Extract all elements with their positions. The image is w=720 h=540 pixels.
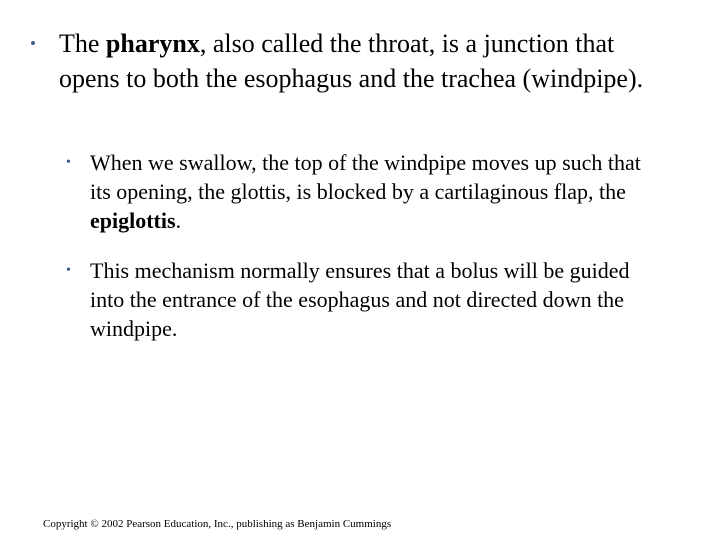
subbullet-mechanism-text: This mechanism normally ensures that a bolus will be guided into the entrance of the esophagus and not directed down the windpipe. (90, 258, 630, 341)
bullet-pharynx-post: , also called the throat, is a junction that opens to both the esophagus and the trachea (windpipe). (59, 29, 644, 93)
bullet-dot-icon: • (66, 263, 71, 278)
bullet-dot-icon: • (66, 155, 71, 170)
term-pharynx: pharynx (105, 29, 200, 58)
subbullet-swallow-pre: When we swallow, the top of the windpipe moves up such that its opening, the glottis, is blocked by a cartilaginous flap, the (90, 150, 641, 204)
subbullet-swallow-text (90, 148, 666, 235)
bullet-pharynx-pre: The (59, 29, 106, 58)
copyright-footer: Copyright © 2002 Pearson Education, Inc., publishing as Benjamin Cummings (43, 518, 392, 530)
bullet-pharynx (30, 26, 670, 96)
bullet-dot-icon: • (30, 34, 36, 53)
bullet-pharynx-text (59, 26, 670, 96)
term-epiglottis: epiglottis (90, 208, 176, 233)
subbullet-swallow-post: . (175, 208, 182, 233)
subbullet-swallow (66, 148, 666, 235)
subbullet-mechanism (66, 256, 666, 343)
